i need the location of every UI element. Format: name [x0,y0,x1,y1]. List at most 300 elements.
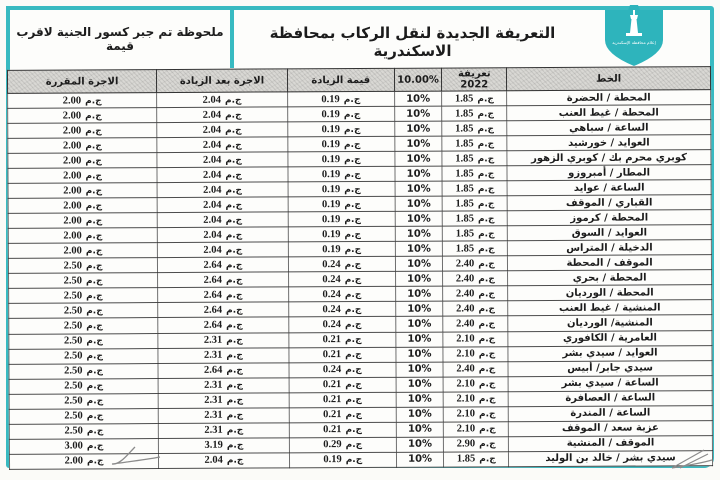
pct-value: 10% [407,273,432,285]
cell-after [157,137,288,153]
route-value: المحطة / بحري [572,272,647,284]
currency-label: ج.م [477,183,495,195]
cell-after [158,392,289,408]
currency-label: ج.م [85,201,103,212]
cell-route [508,240,712,256]
currency-label: ج.م [226,455,244,467]
cell-after [157,152,288,168]
tariff2022-value: 2.10 [456,408,476,420]
currency-label: ج.م [343,139,361,150]
currency-label: ج.م [344,169,361,180]
cell-route [507,195,711,211]
cell-approved [8,168,157,184]
currency-label: ج.م [477,153,495,165]
cell-after [157,167,288,183]
route-value: الموقف / المحطة [566,257,653,269]
currency-label: ج.م [477,199,495,210]
increase-value: 0.21 [323,409,342,421]
cell-after [158,408,289,424]
route-value: المنشية / غيط العنب [558,302,661,314]
approved-value: 2.00 [62,155,82,167]
cell-pct [395,196,443,211]
currency-label: ج.م [344,199,361,210]
governorate-logo [602,2,666,68]
cell-tariff2022 [442,106,507,121]
currency-label: ج.م [226,380,244,391]
rounding-note-box [6,6,234,68]
cell-tariff2022 [443,346,508,361]
currency-label: ج.م [478,319,496,330]
currency-label: ج.م [225,245,243,256]
cell-route [508,420,712,436]
route-value: عزبة سعد / الموقف [561,422,659,435]
cell-increase [289,407,396,423]
currency-label: ج.م [478,409,496,420]
cell-pct [394,136,442,151]
cell-approved [9,378,158,394]
cell-tariff2022 [443,211,508,226]
currency-label: ج.م [86,321,103,332]
tariff2022-value: 2.10 [456,393,475,405]
currency-label: ج.م [226,320,243,331]
cell-increase [289,377,396,393]
route-value: الساعة / المندرة [570,407,651,420]
pct-value: 10% [406,168,431,180]
cell-approved [8,93,157,109]
cell-route [507,180,711,196]
approved-value: 2.00 [63,170,82,182]
currency-label: ج.م [86,351,103,362]
cell-tariff2022 [443,316,508,331]
currency-label: ج.م [478,229,495,240]
currency-label: ج.م [344,244,362,255]
currency-label: ج.م [345,335,362,346]
increase-value: 0.19 [321,93,340,105]
cell-route [508,390,712,406]
increase-value: 0.21 [322,394,342,406]
approved-value: 2.50 [64,395,83,407]
currency-label: ج.م [477,138,495,149]
currency-label: ج.م [85,140,102,152]
currency-label: ج.م [225,215,243,226]
cell-pct [395,226,443,241]
cell-increase [288,121,395,137]
increase-value: 0.19 [322,228,341,240]
increase-value: 0.19 [321,153,341,165]
cell-approved [9,363,158,379]
cell-increase [288,212,395,228]
page-title: التعريفة الجديدة لنقل الركاب بمحافظة الاسكندرية [269,24,556,60]
currency-label: ج.م [86,456,104,467]
currency-label: ج.م [345,380,362,391]
cell-tariff2022 [444,421,509,436]
cell-increase [289,317,396,333]
pct-value: 10% [407,393,432,405]
cell-after [158,317,289,333]
currency-label: ج.م [85,261,103,272]
cell-route [509,450,713,466]
cell-after [157,122,288,138]
increase-value: 0.21 [322,349,342,361]
tariff2022-value: 2.40 [455,288,475,300]
cell-after [157,242,288,258]
after-value: 2.31 [203,349,223,361]
currency-label: ج.م [343,94,361,105]
cell-approved [8,228,157,244]
cell-after [158,347,289,363]
currency-label: ج.م [226,425,244,436]
cell-approved [8,258,157,274]
currency-label: ج.م [343,124,361,135]
currency-label: ج.م [225,290,243,301]
pct-value: 10% [407,333,432,345]
approved-value: 2.50 [64,410,83,422]
tariff-table-sheet [7,66,713,470]
tariff2022-value: 2.10 [456,333,475,345]
increase-value: 0.24 [322,319,341,331]
cell-approved [8,123,157,139]
approved-value: 2.50 [64,425,83,437]
currency-label: ج.م [225,155,242,166]
increase-value: 0.19 [321,123,340,135]
increase-value: 0.21 [323,424,342,436]
cell-tariff2022 [443,301,508,316]
route-value: الساعة / العصافرة [565,392,656,405]
pct-value: 10% [406,243,431,255]
currency-label: ج.م [345,455,363,466]
currency-label: ج.م [345,410,362,421]
cell-pct [395,211,443,226]
currency-label: ج.م [479,439,496,450]
cell-increase [288,287,395,303]
currency-label: ج.م [478,304,495,315]
cell-pct [394,91,442,106]
cell-after [158,272,289,288]
logo-caption: إعلام محافظة الإسكندرية [612,40,656,45]
approved-value: 2.50 [63,335,83,347]
currency-label: ج.م [86,366,104,377]
cell-increase [287,91,394,107]
cell-approved [8,183,157,199]
route-value: المطار / أمبروزو [568,167,651,179]
currency-label: ج.م [479,424,496,435]
currency-label: ج.م [85,155,102,167]
cell-pct [396,452,444,468]
cell-pct [395,286,443,301]
cell-approved [9,333,158,349]
increase-value: 0.19 [323,454,342,466]
currency-label: ج.م [344,274,362,285]
currency-label: ج.م [345,425,363,436]
currency-label: ج.م [344,154,361,165]
cell-tariff2022 [443,271,508,286]
tariff2022-value: 1.85 [455,122,474,135]
pct-value: 10% [406,228,431,240]
currency-label: ج.م [344,259,362,270]
cell-approved [8,138,157,154]
col-header-approved-fare: الاجرة المقررة [7,70,156,94]
route-value: القباري / الموقف [566,197,653,209]
approved-value: 2.50 [64,350,83,362]
after-value: 2.04 [202,169,222,181]
cell-tariff2022 [443,181,508,196]
cell-after [157,227,288,243]
after-value: 2.31 [203,334,223,346]
increase-value: 0.24 [322,304,341,316]
cell-route [508,270,712,286]
currency-label: ج.م [225,200,243,211]
cell-increase [288,136,395,152]
approved-value: 3.00 [64,440,83,452]
cell-tariff2022 [443,286,508,301]
pct-value: 10% [407,318,432,330]
currency-label: ج.م [345,395,362,406]
pct-value: 10% [407,258,432,270]
currency-label: ج.م [86,276,103,287]
approved-value: 2.50 [64,380,83,392]
currency-label: ج.م [225,185,243,196]
route-value: كوبري محرم بك / كوبري الزهور [531,151,687,164]
route-value: الساعة / سيدي بشر [561,377,659,390]
pct-value: 10% [406,183,431,195]
cell-tariff2022 [444,391,509,406]
currency-label: ج.م [225,170,242,181]
cell-pct [394,106,442,121]
cell-tariff2022 [443,361,508,376]
cell-route [507,150,711,166]
cell-after [157,92,288,108]
col-header-percentage: 10.00% [394,68,442,91]
currency-label: ج.م [477,123,495,134]
cell-route [508,285,712,301]
cell-pct [395,302,443,317]
cell-pct [395,151,443,166]
currency-label: ج.م [85,186,103,197]
tariff2022-value: 2.10 [456,378,475,390]
after-value: 3.19 [204,439,223,452]
cell-route [509,435,713,451]
cell-tariff2022 [442,91,507,106]
tariff2022-value: 1.85 [455,107,474,120]
cell-increase [288,257,395,273]
after-value: 2.64 [204,364,223,376]
after-value: 2.04 [203,184,222,196]
cell-tariff2022 [444,376,509,391]
pct-value: 10% [406,108,431,120]
cell-approved [9,393,158,409]
after-value: 2.64 [203,274,222,286]
tariff2022-value: 2.10 [456,348,475,360]
currency-label: ج.م [85,231,103,242]
rounding-note-text: ملحوظة تم جبر كسور الجنية لاقرب قيمة [16,25,224,53]
cell-route [508,360,712,376]
cell-approved [9,423,158,439]
currency-label: ج.م [478,394,496,405]
approved-value: 2.00 [62,94,82,107]
increase-value: 0.19 [321,198,341,210]
cell-approved [8,198,157,214]
route-value: سيدي جابر/ أبيس [567,362,654,374]
cell-increase [288,182,395,198]
pct-value: 10% [406,138,431,150]
approved-value: 2.50 [63,275,83,287]
currency-label: ج.م [86,306,103,317]
after-value: 2.04 [202,154,222,166]
tariff2022-value: 1.85 [455,213,475,225]
tariff2022-value: 1.85 [455,198,474,210]
tariff2022-value: 1.85 [455,153,474,165]
currency-label: ج.م [225,125,242,136]
route-value: العوايد / السوق [571,227,648,239]
currency-label: ج.م [226,350,243,361]
cell-approved [9,438,158,454]
increase-value: 0.24 [322,258,341,271]
currency-label: ج.م [86,426,104,437]
currency-label: ج.م [477,93,494,104]
tariff2022-value: 1.85 [455,168,474,180]
cell-route [508,345,712,361]
pct-value: 10% [406,213,431,225]
approved-value: 2.50 [63,305,83,317]
increase-value: 0.19 [322,243,341,256]
after-value: 2.04 [203,214,222,226]
cell-route [508,255,712,271]
tariff2022-value: 2.90 [456,438,476,450]
cell-after [158,438,289,454]
cell-after [157,197,288,213]
after-value: 2.04 [203,229,222,241]
after-value: 2.64 [203,289,223,301]
pct-value: 10% [407,423,432,435]
cell-after [159,453,290,469]
currency-label: ج.م [85,95,102,106]
cell-after [157,107,288,123]
after-value: 2.31 [204,409,223,421]
cell-pct [396,437,444,452]
route-value: المنشية/ الورديان [566,317,653,329]
route-value: المحطة / غيط العنب [558,106,659,119]
approved-value: 2.00 [62,125,82,137]
currency-label: ج.م [478,274,495,285]
currency-label: ج.م [226,305,243,316]
pct-value: 10% [407,378,432,390]
currency-label: ج.م [226,410,244,421]
after-value: 2.64 [203,304,223,316]
approved-value: 2.50 [63,290,83,302]
approved-value: 2.00 [62,140,82,152]
cell-after [158,423,289,439]
pct-value: 10% [407,438,432,450]
table-body [8,90,713,470]
cell-after [157,212,288,228]
cell-route [507,90,711,106]
currency-label: ج.م [345,440,363,451]
cell-tariff2022 [444,406,509,421]
route-value: المحطة / الحضرة [566,91,651,104]
currency-label: ج.م [225,230,243,241]
cell-pct [395,181,443,196]
cell-increase [289,422,396,438]
increase-value: 0.24 [322,289,341,301]
cell-pct [395,241,443,256]
after-value: 2.04 [202,139,222,151]
cell-pct [394,121,442,136]
cell-pct [396,347,444,362]
cell-pct [395,166,443,181]
tariff2022-value: 2.40 [456,318,475,330]
currency-label: ج.م [479,454,496,465]
currency-label: ج.م [85,125,102,137]
tariff2022-value: 2.40 [456,303,475,315]
cell-approved [8,213,157,229]
cell-route [507,165,711,181]
currency-label: ج.م [344,304,362,316]
currency-label: ج.م [343,109,361,120]
tariff2022-value: 2.40 [455,258,475,270]
after-value: 2.04 [202,94,222,106]
cell-increase [288,242,395,258]
currency-label: ج.م [85,216,103,227]
cell-tariff2022 [444,451,509,467]
cell-pct [396,377,444,392]
currency-label: ج.م [477,108,494,119]
tariff2022-value: 2.10 [456,423,476,435]
route-value: الساعة / عوايد [573,182,645,194]
cell-route [507,120,711,136]
pct-value: 10% [408,454,433,466]
cell-increase [289,347,396,363]
increase-value: 0.29 [323,439,342,451]
cell-tariff2022 [442,166,507,181]
cell-approved [9,348,158,364]
cell-tariff2022 [443,226,508,241]
after-value: 2.31 [204,424,223,437]
cell-tariff2022 [442,136,507,151]
currency-label: ج.م [478,364,496,375]
cell-after [158,287,289,303]
pct-value: 10% [407,303,432,315]
route-value: سيدي بشر / خالد بن الوليد [545,452,676,465]
cell-route [508,315,712,331]
cell-increase [288,166,395,182]
cell-pct [396,362,444,377]
approved-value: 2.50 [64,365,83,377]
cell-after [158,257,289,273]
cell-increase [289,452,396,468]
route-value: العوايد / سيدي بشر [562,347,658,359]
cell-tariff2022 [442,151,507,166]
route-value: المحطة / الورديان [565,287,654,299]
cell-tariff2022 [442,121,507,136]
route-value: الساعة / سباهي [569,122,649,134]
cell-increase [289,437,396,453]
currency-label: ج.م [85,171,103,182]
currency-label: ج.م [478,379,496,390]
after-value: 2.31 [204,379,223,391]
cell-route [507,210,711,226]
currency-label: ج.م [477,214,495,225]
increase-value: 0.21 [322,334,342,346]
cell-pct [396,422,444,437]
approved-value: 2.50 [63,260,82,272]
cell-after [158,302,289,318]
approved-value: 2.00 [63,230,82,242]
pct-value: 10% [407,408,432,420]
col-header-tariff-2022: تعريفة 2022 [442,68,507,91]
cell-increase [287,106,394,122]
pct-value: 10% [406,153,431,165]
currency-label: ج.م [478,334,496,345]
